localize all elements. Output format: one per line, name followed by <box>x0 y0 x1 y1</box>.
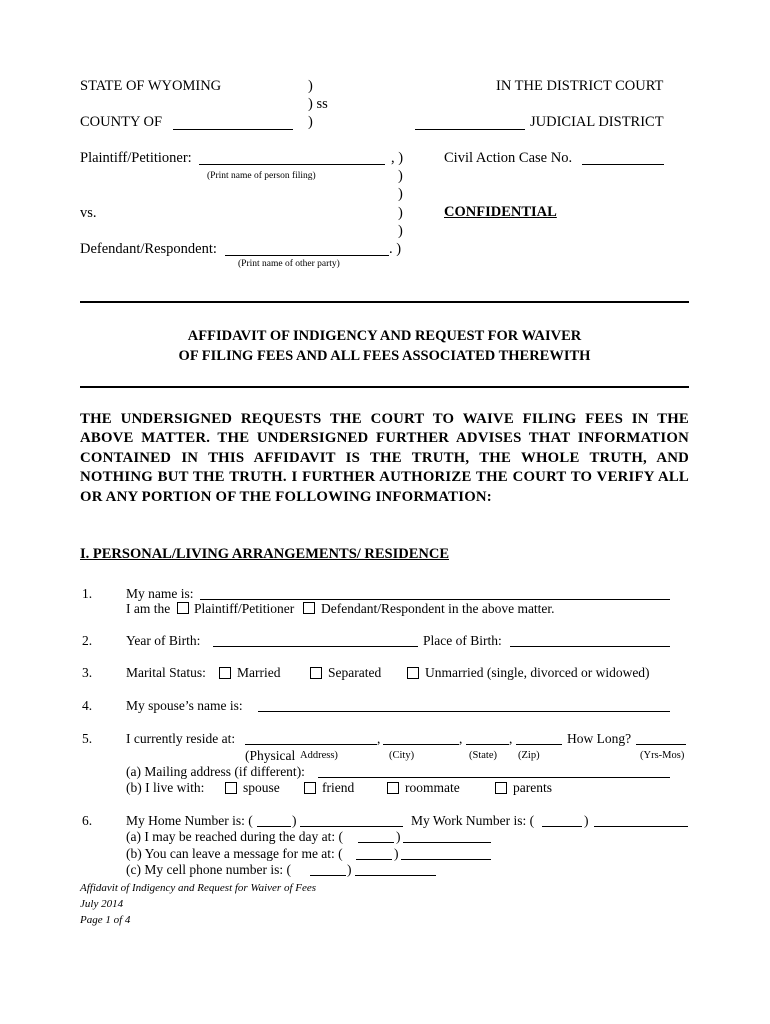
married-checkbox[interactable] <box>219 667 231 679</box>
friend-label: friend <box>322 780 355 795</box>
i-am-label: I am the <box>126 601 171 616</box>
case-no-field[interactable] <box>582 164 664 165</box>
caption-paren: ) <box>398 186 403 202</box>
close-paren: ) <box>347 862 352 877</box>
work-number-label: My Work Number is: ( <box>411 813 535 828</box>
city-sublabel: (City) <box>389 750 415 761</box>
item-number: 5. <box>82 731 93 746</box>
close-paren: ) <box>396 829 401 844</box>
plaintiff-checkbox[interactable] <box>177 602 189 614</box>
cell-phone-label: (c) My cell phone number is: ( <box>126 862 291 877</box>
home-number-field[interactable] <box>300 826 403 827</box>
year-of-birth-field[interactable] <box>213 646 418 647</box>
message-number-field[interactable] <box>401 859 491 860</box>
day-number-field[interactable] <box>403 842 491 843</box>
day-area-code-field[interactable] <box>358 842 394 843</box>
item-number: 1. <box>82 586 93 601</box>
name-label: My name is: <box>126 586 194 601</box>
my-name-field[interactable] <box>200 599 670 600</box>
place-of-birth-label: Place of Birth: <box>423 633 502 648</box>
document-title-line2: OF FILING FEES AND ALL FEES ASSOCIATED THEREWITH <box>178 348 591 364</box>
caption-paren: . ) <box>389 241 402 257</box>
title-bottom-rule <box>80 386 689 388</box>
item-number: 3. <box>82 665 93 680</box>
unmarried-checkbox[interactable] <box>407 667 419 679</box>
defendant-option-label: Defendant/Respondent in the above matter. <box>321 601 555 616</box>
caption-paren: , ) <box>391 150 404 166</box>
cell-area-code-field[interactable] <box>310 875 346 876</box>
caption-paren: ) <box>308 78 313 94</box>
plaintiff-option-label: Plaintiff/Petitioner <box>194 601 295 616</box>
mailing-address-label: (a) Mailing address (if different): <box>126 764 305 779</box>
page-footer <box>80 880 316 928</box>
live-with-label: (b) I live with: <box>126 780 205 795</box>
print-name-filing-note: (Print name of person filing) <box>207 171 316 181</box>
close-paren: ) <box>584 813 589 828</box>
how-long-label: How Long? <box>567 731 632 746</box>
home-area-code-field[interactable] <box>257 826 291 827</box>
judicial-district-label: JUDICIAL DISTRICT <box>530 114 664 130</box>
zip-field[interactable] <box>516 744 562 745</box>
roommate-label: roommate <box>405 780 460 795</box>
how-long-field[interactable] <box>636 744 686 745</box>
leave-message-label: (b) You can leave a message for me at: ( <box>126 846 343 861</box>
message-area-code-field[interactable] <box>356 859 392 860</box>
spouse-name-field[interactable] <box>258 711 670 712</box>
work-area-code-field[interactable] <box>542 826 582 827</box>
marital-status-label: Marital Status: <box>126 665 206 680</box>
defendant-label: Defendant/Respondent: <box>80 241 217 257</box>
caption-paren: ) <box>308 114 313 130</box>
address-sublabel: Address) <box>300 750 338 761</box>
footer-page-number: Page 1 of 4 <box>80 914 131 926</box>
separated-checkbox[interactable] <box>310 667 322 679</box>
reside-at-label: I currently reside at: <box>126 731 236 746</box>
close-paren: ) <box>292 813 297 828</box>
district-number-field[interactable] <box>415 129 525 130</box>
plaintiff-name-field[interactable] <box>199 164 385 165</box>
confidential-label: CONFIDENTIAL <box>444 204 557 220</box>
case-no-label: Civil Action Case No. <box>444 150 573 166</box>
city-field[interactable] <box>383 744 459 745</box>
spouse-checkbox[interactable] <box>225 782 237 794</box>
yrs-mos-sublabel: (Yrs-Mos) <box>640 750 685 761</box>
street-address-field[interactable] <box>245 744 377 745</box>
item-number: 6. <box>82 813 93 828</box>
mailing-address-field[interactable] <box>318 777 670 778</box>
address-comma: , <box>459 731 463 746</box>
work-number-field[interactable] <box>594 826 688 827</box>
county-label: COUNTY OF <box>80 114 163 130</box>
parents-checkbox[interactable] <box>495 782 507 794</box>
roommate-checkbox[interactable] <box>387 782 399 794</box>
home-number-label: My Home Number is: ( <box>126 813 253 828</box>
defendant-checkbox[interactable] <box>303 602 315 614</box>
cell-number-field[interactable] <box>355 875 436 876</box>
year-of-birth-label: Year of Birth: <box>126 633 201 648</box>
section-heading: I. PERSONAL/LIVING ARRANGEMENTS/ RESIDENCE <box>80 546 450 562</box>
spouse-label: spouse <box>243 780 280 795</box>
item-number: 4. <box>82 698 93 713</box>
friend-checkbox[interactable] <box>304 782 316 794</box>
plaintiff-label: Plaintiff/Petitioner: <box>80 150 192 166</box>
state-field[interactable] <box>466 744 509 745</box>
spouse-name-label: My spouse’s name is: <box>126 698 243 713</box>
close-paren: ) <box>394 846 399 861</box>
item-number: 2. <box>82 633 93 648</box>
address-comma: , <box>509 731 513 746</box>
document-title-line1: AFFIDAVIT OF INDIGENCY AND REQUEST FOR WAIVER <box>187 328 582 344</box>
unmarried-label: Unmarried (single, divorced or widowed) <box>425 665 650 680</box>
place-of-birth-field[interactable] <box>510 646 670 647</box>
reached-day-label: (a) I may be reached during the day at: ( <box>126 829 344 844</box>
caption-paren: ) <box>398 168 403 184</box>
zip-sublabel: (Zip) <box>518 750 540 761</box>
county-field[interactable] <box>173 129 293 130</box>
caption-paren: ) <box>398 205 403 221</box>
physical-sublabel: (Physical <box>245 748 296 763</box>
print-name-other-note: (Print name of other party) <box>238 259 340 269</box>
parents-label: parents <box>513 780 552 795</box>
state-label: STATE OF WYOMING <box>80 78 222 94</box>
caption-paren: ) <box>398 223 403 239</box>
ss-label: ) ss <box>308 96 328 112</box>
intro-paragraph: THE UNDERSIGNED REQUESTS THE COURT TO WAIVE FILING FEES IN THE ABOVE MATTER. THE UNDERSIGNED FURTHER ADVISES THAT INFORMATION CONTAINED IN THIS AFFIDAVIT IS THE TRUTH, THE WHOLE TRUTH, AND NOTHING BUT THE TRUTH. I FURTHER AUTHORIZE THE COURT TO VERIFY ALL OR ANY PORTION OF THE FOLLOWING INFORMATION: <box>80 411 689 505</box>
vs-label: vs. <box>80 205 97 221</box>
defendant-name-field[interactable] <box>225 255 389 256</box>
footer-form-title: Affidavit of Indigency and Request for Waiver of Fees <box>80 882 317 894</box>
married-label: Married <box>237 665 281 680</box>
footer-date: July 2014 <box>80 898 124 910</box>
state-sublabel: (State) <box>469 750 497 761</box>
separated-label: Separated <box>328 665 382 680</box>
title-top-rule <box>80 301 689 303</box>
court-label: IN THE DISTRICT COURT <box>496 78 664 94</box>
address-comma: , <box>377 731 381 746</box>
